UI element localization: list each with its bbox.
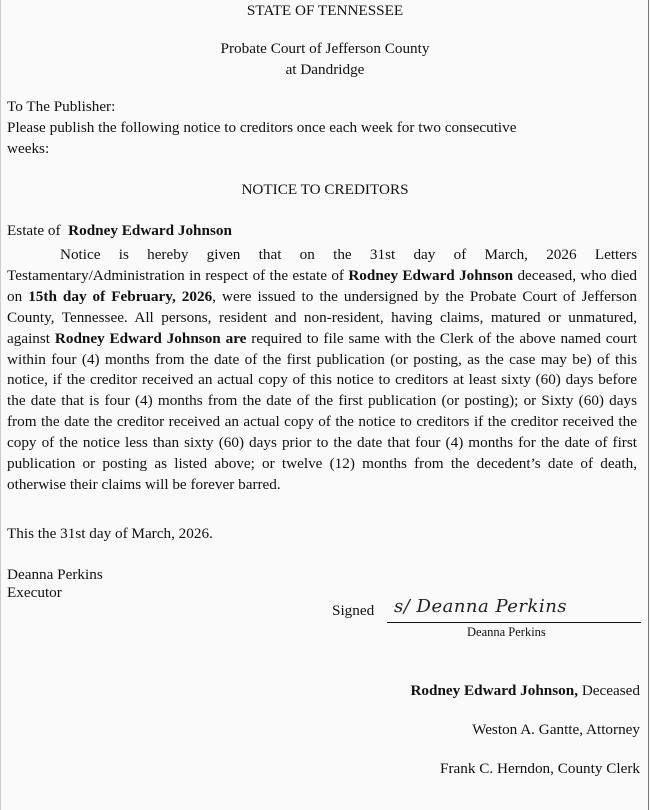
- state-heading: STATE OF TENNESSEE: [246, 2, 404, 19]
- body-part3: , were issued to the undersigned by the Probate Court of Jefferson County, Tennessee. All persons, resident and non-resident, having claims, matured or unmatured, against: [7, 287, 637, 347]
- body-part1: Notice is hereby given that on the 31st day of March, 2026 Letters Testamentary/Administration in respect of the estate of: [7, 246, 637, 284]
- clerk-line: Frank C. Herndon, County Clerk: [440, 760, 640, 777]
- page-edge-left: [0, 0, 1, 810]
- attorney-line: Weston A. Gantte, Attorney: [472, 721, 640, 738]
- court-name: Probate Court of Jefferson County: [220, 40, 430, 57]
- body-part4: required to file same with the Clerk of the above named court within four (4) months from the date of the first publication (or posting, as the case may be) of this notice, if the creditor received an actual copy of this notice to creditors at least sixty (60) days before the date that is four (4) months from the date of the first publication (or posting); or Sixty (60) days from the date the creditor received an actual copy of the notice to creditors if the creditor received the copy of the notice less than sixty (60) days prior to the date that four (4) months for the date of first publication or posting as listed above; or twelve (12) months from the decedent’s date of death, otherwise their claims will be forever barred.: [7, 329, 638, 493]
- handwritten-signature: s/ Deanna Perkins: [394, 596, 568, 617]
- estate-label: Estate of: [7, 222, 61, 239]
- publisher-salutation: To The Publisher:: [7, 98, 116, 115]
- decedent-name-2: Rodney Edward Johnson are: [54, 329, 247, 347]
- decedent-name-1: Rodney Edward Johnson: [348, 266, 514, 284]
- notice-title: NOTICE TO CREDITORS: [241, 181, 409, 198]
- page-edge-right: [648, 0, 649, 810]
- estate-name: Rodney Edward Johnson: [68, 222, 232, 239]
- deceased-label: Deceased: [578, 682, 640, 699]
- signed-label: Signed: [332, 602, 375, 619]
- publisher-instruction-line1: Please publish the following notice to creditors once each week for two consecutive: [7, 119, 517, 136]
- deceased-name: Rodney Edward Johnson,: [410, 682, 579, 699]
- executor-title: Executor: [7, 584, 62, 601]
- signature-line: [387, 622, 641, 623]
- signature-block: [332, 596, 642, 626]
- dated-line: This the 31st day of March, 2026.: [7, 525, 213, 542]
- estate-line: [7, 221, 232, 240]
- body-part2: deceased, who died on: [7, 266, 638, 305]
- publisher-instruction-line2: weeks:: [7, 140, 50, 157]
- notice-body: [7, 245, 637, 496]
- court-location: at Dandridge: [285, 61, 365, 78]
- deceased-line: [410, 682, 640, 700]
- executor-name: Deanna Perkins: [7, 566, 103, 583]
- death-date: 15th day of February, 2026: [28, 287, 213, 305]
- signature-printed-name: Deanna Perkins: [467, 625, 546, 639]
